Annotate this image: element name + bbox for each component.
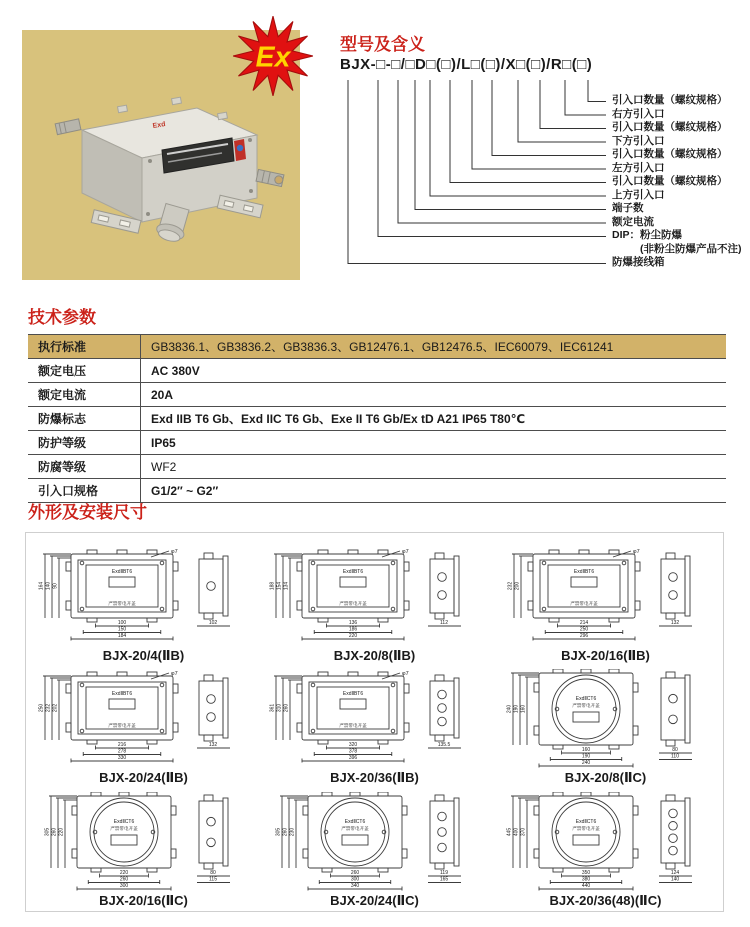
svg-text:260: 260 bbox=[350, 870, 360, 877]
svg-text:214: 214 bbox=[579, 619, 589, 626]
svg-text:90: 90 bbox=[52, 582, 59, 589]
spec-value: WF2 bbox=[141, 455, 727, 479]
svg-text:112: 112 bbox=[440, 619, 448, 626]
svg-text:80: 80 bbox=[672, 747, 678, 754]
dimension-drawing bbox=[490, 786, 721, 909]
svg-text:80: 80 bbox=[210, 870, 216, 877]
spec-label: 额定电流 bbox=[28, 383, 141, 407]
model-code: BJX-□-□/□D□(□)/L□(□)/X□(□)/R□(□) bbox=[340, 56, 593, 73]
tree-label: 上方引入口 bbox=[612, 189, 665, 201]
spec-label: 防腐等级 bbox=[28, 455, 141, 479]
svg-text:φ7: φ7 bbox=[402, 671, 409, 678]
svg-text:216: 216 bbox=[117, 742, 127, 749]
svg-text:305: 305 bbox=[275, 827, 282, 837]
svg-text:220: 220 bbox=[119, 870, 129, 877]
drawing-canvas bbox=[262, 792, 487, 892]
spec-value: Exd IIB T6 Gb、Exd IIC T6 Gb、Exe II T6 Gb/Ex tD A21 IP65 T80℃ bbox=[141, 407, 727, 431]
svg-text:ExdⅡBT6: ExdⅡBT6 bbox=[342, 568, 364, 575]
svg-text:300: 300 bbox=[119, 883, 129, 890]
drawing-caption: BJX-20/24(ⅡB) bbox=[99, 770, 188, 786]
drawing-caption: BJX-20/8(ⅡB) bbox=[333, 647, 416, 663]
dimension-drawing bbox=[490, 541, 721, 664]
svg-text:305: 305 bbox=[44, 827, 51, 837]
svg-text:ExdⅡCT6: ExdⅡCT6 bbox=[113, 818, 135, 825]
svg-text:160: 160 bbox=[520, 705, 527, 714]
svg-text:110: 110 bbox=[671, 754, 679, 761]
svg-text:260: 260 bbox=[51, 827, 58, 837]
drawing-caption: BJX-20/16(ⅡB) bbox=[561, 647, 650, 663]
svg-text:340: 340 bbox=[350, 883, 360, 890]
svg-text:119: 119 bbox=[440, 870, 448, 877]
dimension-drawing bbox=[259, 664, 490, 787]
tree-label: 引入口数量（螺纹规格） bbox=[612, 175, 728, 187]
svg-text:严禁带电开盖: 严禁带电开盖 bbox=[110, 825, 138, 831]
drawing-canvas bbox=[262, 547, 487, 647]
svg-text:188: 188 bbox=[269, 581, 276, 590]
svg-text:370: 370 bbox=[520, 827, 527, 837]
box-exd-label: Exd bbox=[152, 121, 166, 130]
svg-text:严禁带电开盖: 严禁带电开盖 bbox=[341, 825, 369, 831]
svg-text:440: 440 bbox=[581, 883, 591, 890]
svg-text:232: 232 bbox=[507, 581, 514, 590]
svg-text:220: 220 bbox=[58, 827, 65, 837]
svg-text:ExdⅡCT6: ExdⅡCT6 bbox=[575, 696, 597, 703]
svg-text:240: 240 bbox=[581, 760, 591, 767]
svg-text:φ7: φ7 bbox=[633, 548, 640, 555]
tree-label: 右方引入口 bbox=[612, 108, 665, 120]
svg-text:严禁带电开盖: 严禁带电开盖 bbox=[108, 600, 136, 606]
svg-text:150: 150 bbox=[117, 626, 127, 633]
svg-text:260: 260 bbox=[119, 876, 129, 883]
svg-text:230: 230 bbox=[289, 827, 296, 837]
svg-text:378: 378 bbox=[348, 749, 358, 756]
svg-text:严禁带电开盖: 严禁带电开盖 bbox=[339, 600, 367, 606]
drawing-caption: BJX-20/4(ⅡB) bbox=[102, 647, 185, 663]
table-row bbox=[28, 335, 726, 359]
tree-label: 引入口数量（螺纹规格） bbox=[612, 94, 728, 106]
spec-label: 额定电压 bbox=[28, 359, 141, 383]
svg-text:ExdⅡBT6: ExdⅡBT6 bbox=[111, 691, 133, 698]
dimension-grid bbox=[26, 533, 723, 911]
svg-text:ExdⅡCT6: ExdⅡCT6 bbox=[575, 818, 597, 825]
svg-text:140: 140 bbox=[45, 581, 52, 590]
svg-text:严禁带电开盖: 严禁带电开盖 bbox=[339, 723, 367, 729]
svg-text:260: 260 bbox=[283, 704, 290, 713]
specs-section-title: 技术参数 bbox=[28, 308, 96, 327]
svg-text:400: 400 bbox=[513, 827, 520, 837]
spec-label: 执行标准 bbox=[28, 335, 141, 359]
ex-certification-icon bbox=[231, 14, 315, 98]
tree-label: 引入口数量（螺纹规格） bbox=[612, 121, 728, 133]
svg-text:φ7: φ7 bbox=[171, 671, 178, 678]
dimension-drawing bbox=[28, 664, 259, 787]
svg-text:190: 190 bbox=[581, 754, 591, 761]
svg-text:330: 330 bbox=[117, 755, 127, 762]
svg-text:ExdⅡBT6: ExdⅡBT6 bbox=[342, 691, 364, 698]
table-row bbox=[28, 455, 726, 479]
spec-label: 引入口规格 bbox=[28, 479, 141, 503]
svg-text:φ7: φ7 bbox=[171, 548, 178, 555]
ex-star-text: Ex bbox=[255, 41, 291, 74]
svg-text:320: 320 bbox=[348, 742, 358, 749]
svg-text:φ7: φ7 bbox=[402, 548, 409, 555]
drawing-caption: BJX-20/36(48)(ⅡC) bbox=[549, 892, 662, 908]
svg-text:300: 300 bbox=[350, 876, 360, 883]
tree-label: 防爆接线箱 bbox=[612, 256, 665, 268]
drawing-caption: BJX-20/16(ⅡC) bbox=[99, 892, 188, 908]
tree-label: 端子数 bbox=[612, 202, 644, 214]
svg-text:250: 250 bbox=[579, 626, 589, 633]
spec-label: 防护等级 bbox=[28, 431, 141, 455]
tree-label: 下方引入口 bbox=[612, 135, 665, 147]
drawing-caption: BJX-20/24(ⅡC) bbox=[330, 892, 419, 908]
svg-text:380: 380 bbox=[581, 876, 591, 883]
svg-text:165: 165 bbox=[439, 876, 449, 883]
svg-text:严禁带电开盖: 严禁带电开盖 bbox=[570, 600, 598, 606]
svg-text:100: 100 bbox=[117, 619, 127, 626]
svg-text:232: 232 bbox=[45, 704, 52, 713]
tree-label: 引入口数量（螺纹规格） bbox=[612, 148, 728, 160]
svg-text:115: 115 bbox=[209, 876, 217, 883]
drawing-canvas bbox=[31, 547, 256, 647]
dimension-drawing bbox=[259, 541, 490, 664]
dimensions-section-title: 外形及安装尺寸 bbox=[28, 503, 147, 522]
svg-text:260: 260 bbox=[282, 827, 289, 837]
tree-label: (非粉尘防爆产品不注) bbox=[640, 243, 742, 255]
svg-text:240: 240 bbox=[506, 705, 513, 714]
svg-text:134: 134 bbox=[283, 581, 290, 590]
table-row bbox=[28, 383, 726, 407]
spec-label: 防爆标志 bbox=[28, 407, 141, 431]
svg-text:160: 160 bbox=[581, 747, 591, 754]
svg-text:202: 202 bbox=[52, 704, 59, 713]
tree-label: 额定电流 bbox=[612, 216, 654, 228]
svg-text:190: 190 bbox=[513, 705, 520, 714]
dimensions-box bbox=[25, 532, 724, 912]
spec-value: GB3836.1、GB3836.2、GB3836.3、GB12476.1、GB12476.5、IEC60079、IEC61241 bbox=[141, 335, 727, 359]
drawing-canvas bbox=[493, 547, 718, 647]
svg-text:140: 140 bbox=[670, 876, 680, 883]
drawing-canvas bbox=[493, 669, 718, 769]
drawing-canvas bbox=[31, 669, 256, 769]
svg-text:136: 136 bbox=[348, 619, 358, 626]
svg-text:严禁带电开盖: 严禁带电开盖 bbox=[108, 723, 136, 729]
svg-text:154: 154 bbox=[276, 581, 283, 590]
svg-text:ExdⅡCT6: ExdⅡCT6 bbox=[344, 818, 366, 825]
spec-value: AC 380V bbox=[141, 359, 727, 383]
dimension-drawing bbox=[28, 786, 259, 909]
spec-value: G1/2″ ~ G2″ bbox=[141, 479, 727, 503]
table-row bbox=[28, 359, 726, 383]
spec-value: 20A bbox=[141, 383, 727, 407]
svg-text:164: 164 bbox=[38, 581, 45, 590]
model-section-title: 型号及含义 bbox=[340, 35, 425, 54]
svg-text:361: 361 bbox=[269, 704, 276, 713]
dimension-drawing bbox=[490, 664, 721, 787]
table-row bbox=[28, 407, 726, 431]
drawing-caption: BJX-20/36(ⅡB) bbox=[330, 770, 419, 786]
svg-text:124: 124 bbox=[670, 870, 680, 877]
svg-text:350: 350 bbox=[581, 870, 591, 877]
svg-text:220: 220 bbox=[348, 632, 358, 639]
tree-label: DIP：粉尘防爆 bbox=[612, 229, 683, 241]
spec-value: IP65 bbox=[141, 431, 727, 455]
svg-text:102: 102 bbox=[208, 619, 218, 626]
svg-text:严禁带电开盖: 严禁带电开盖 bbox=[572, 825, 600, 831]
tree-label: 左方引入口 bbox=[612, 162, 665, 174]
svg-text:200: 200 bbox=[514, 581, 521, 590]
svg-text:250: 250 bbox=[38, 704, 45, 713]
svg-text:310: 310 bbox=[276, 704, 283, 713]
svg-text:184: 184 bbox=[117, 632, 127, 639]
svg-text:严禁带电开盖: 严禁带电开盖 bbox=[572, 703, 600, 709]
svg-text:296: 296 bbox=[579, 632, 589, 639]
table-row bbox=[28, 431, 726, 455]
svg-text:445: 445 bbox=[506, 827, 513, 837]
dimension-drawing bbox=[259, 786, 490, 909]
svg-text:132: 132 bbox=[208, 742, 218, 749]
product-photo bbox=[22, 30, 300, 280]
drawing-caption: BJX-20/8(ⅡC) bbox=[564, 770, 647, 786]
svg-text:ExdⅡBT6: ExdⅡBT6 bbox=[573, 568, 595, 575]
dimension-drawing bbox=[28, 541, 259, 664]
svg-text:396: 396 bbox=[348, 755, 358, 762]
drawing-canvas bbox=[31, 792, 256, 892]
svg-text:186: 186 bbox=[348, 626, 358, 633]
svg-text:135.5: 135.5 bbox=[437, 742, 451, 749]
drawing-canvas bbox=[493, 792, 718, 892]
svg-text:132: 132 bbox=[670, 619, 680, 626]
svg-text:278: 278 bbox=[117, 749, 127, 756]
drawing-canvas bbox=[262, 669, 487, 769]
svg-text:ExdⅡBT6: ExdⅡBT6 bbox=[111, 568, 133, 575]
specs-table bbox=[28, 334, 726, 503]
